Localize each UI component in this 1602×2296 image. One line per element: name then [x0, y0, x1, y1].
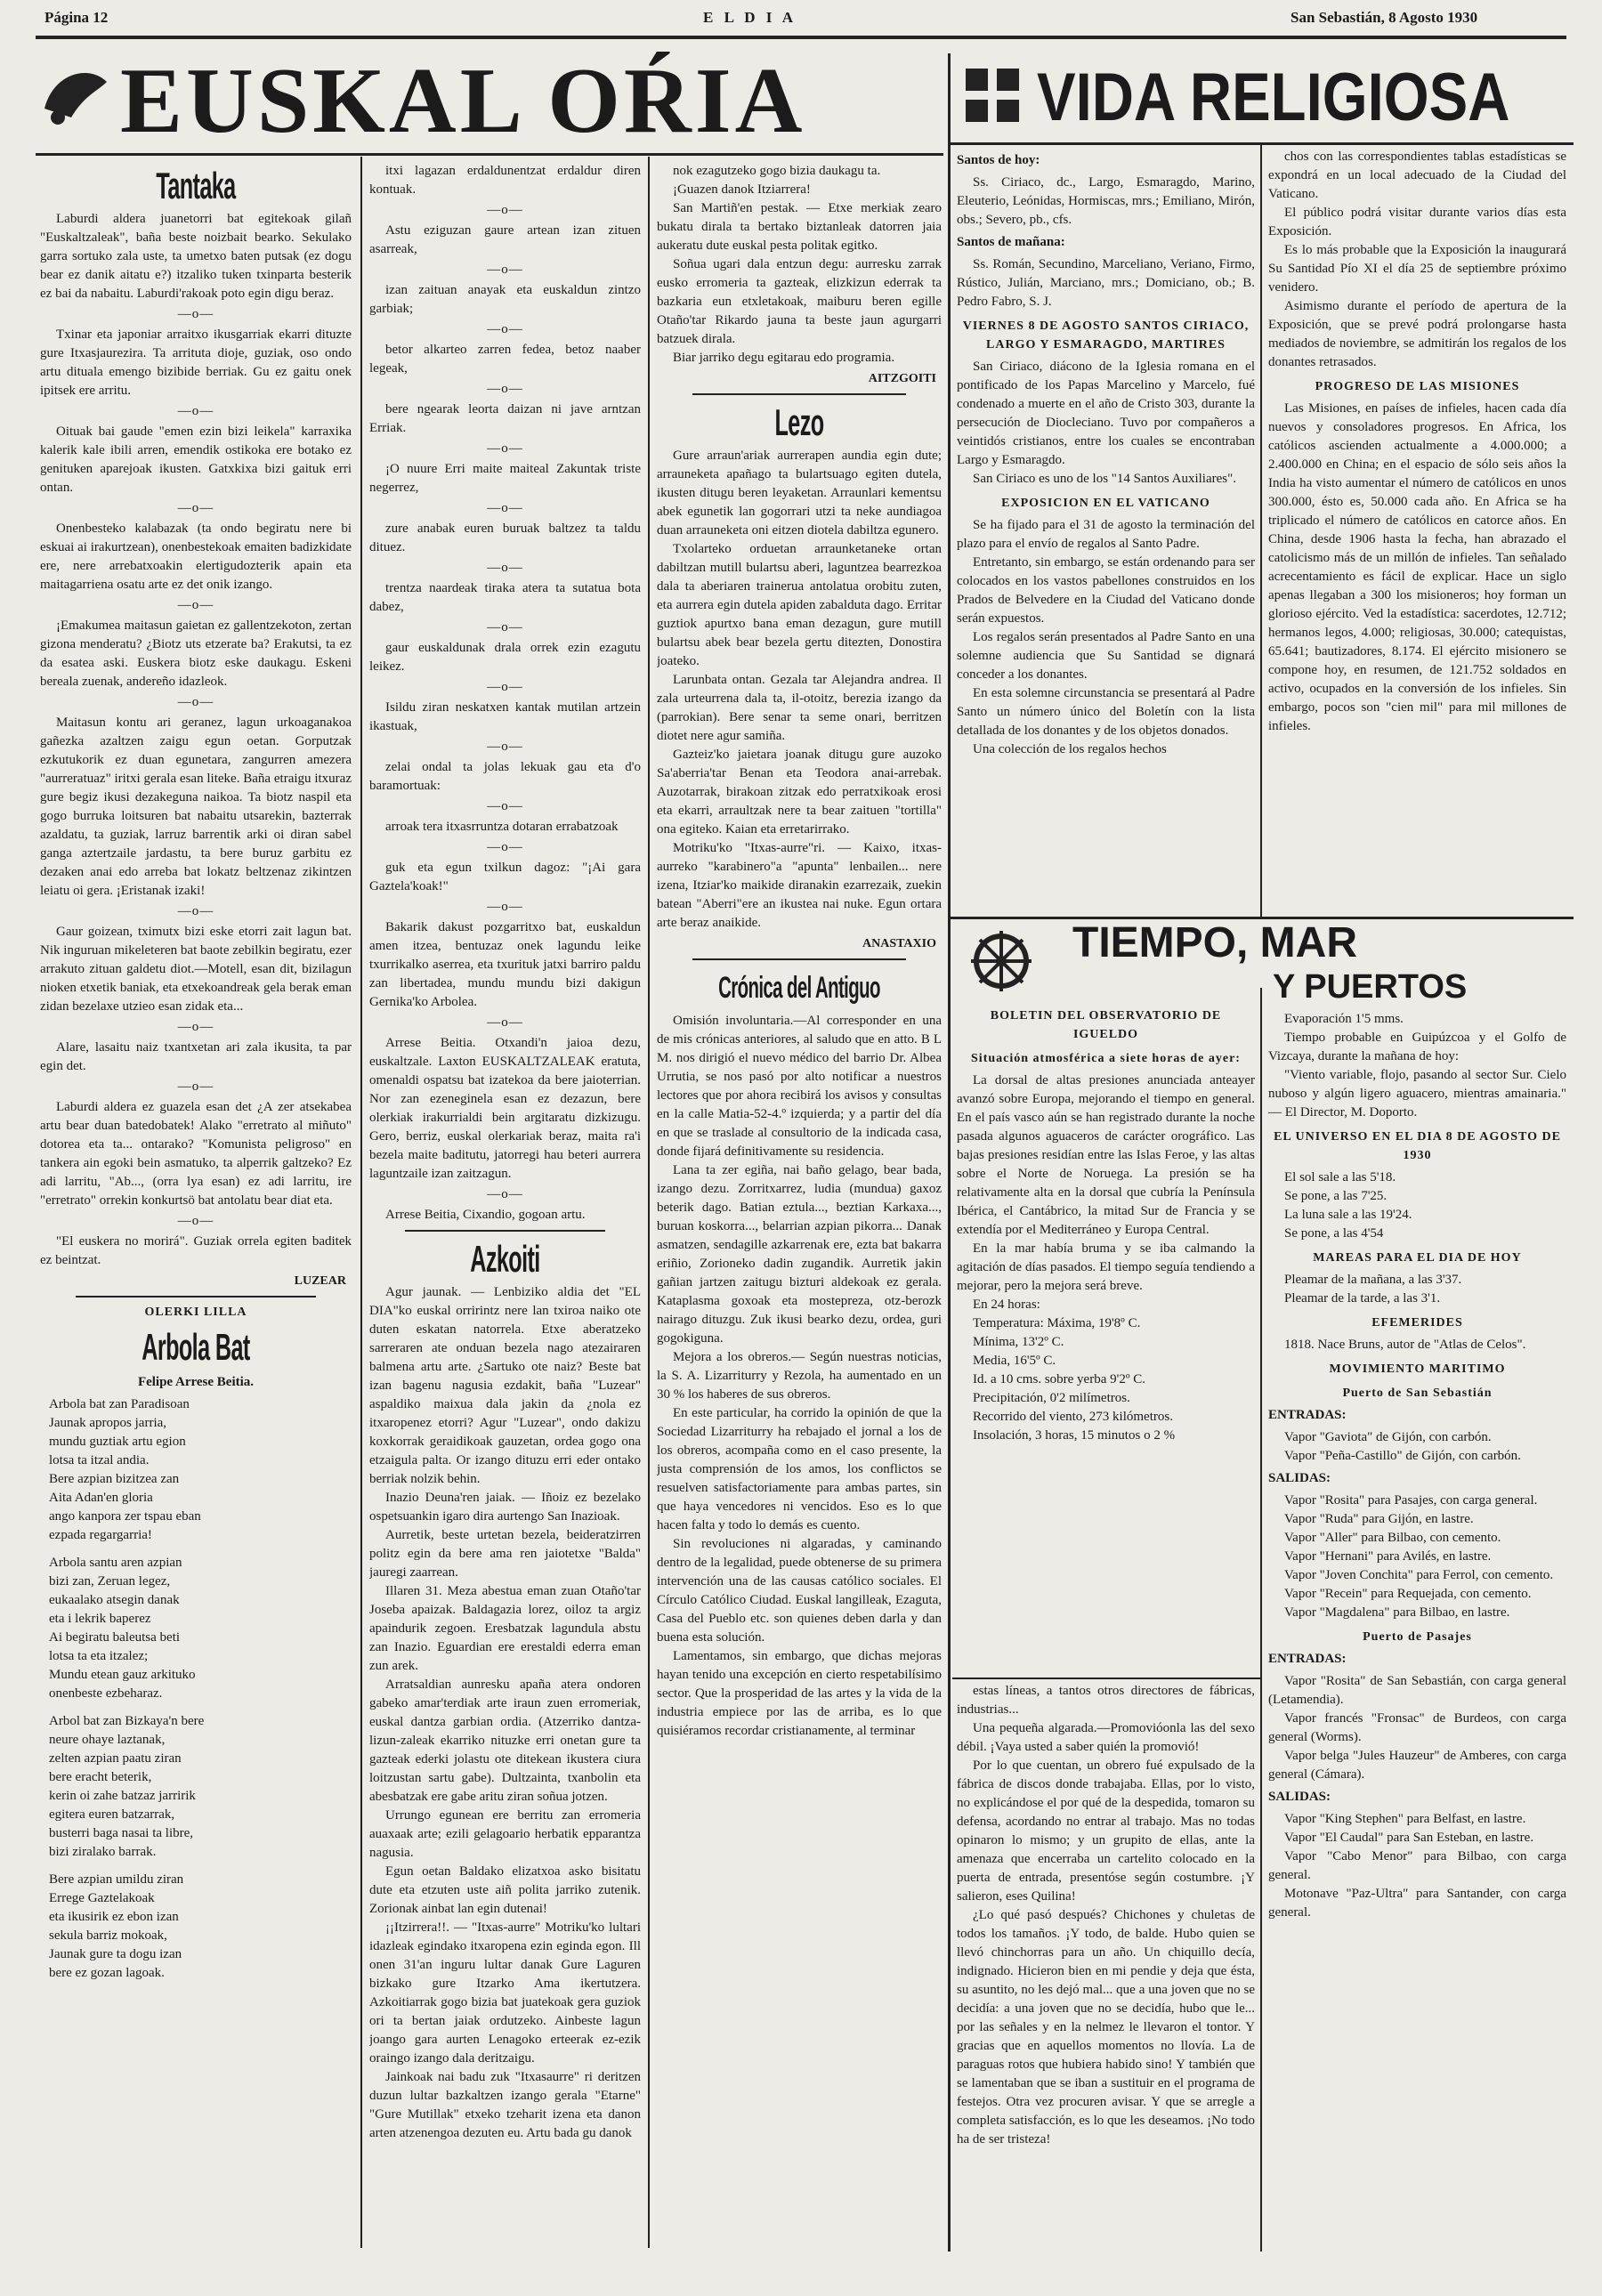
paragraph: "Viento variable, flojo, pasando al sector Sur. Cielo nuboso y algún ligero aguacero, mientras amainaria." — El Director, M. Doporto.	[1268, 1068, 1566, 1120]
poem-line: kerin oi zahe batzaz jarririk	[49, 1789, 196, 1803]
section-heading: BOLETIN DEL OBSERVATORIO DE IGUELDO	[990, 1009, 1222, 1041]
subheading: ENTRADAS:	[1268, 1408, 1347, 1422]
separator: —o—	[177, 404, 214, 418]
separator: —o—	[487, 322, 523, 336]
paragraph: Oituak bai gaude "emen ezin bizi leikela" karraxika kalerik kale ibili arren, emendik ostikoka ere botako ez genituken aparejoak ikusten. Gatxkixa bizi gaituk erri ontan.	[40, 424, 352, 495]
subheading: ENTRADAS:	[1268, 1652, 1347, 1666]
page-number: Página 12	[44, 9, 109, 26]
paragraph: Vapor francés "Fronsac" de Burdeos, con carga general (Worms).	[1268, 1711, 1566, 1744]
poem-line: neure ohaye laztanak,	[49, 1733, 166, 1747]
tiempo-banner-line1: TIEMPO, MAR	[1072, 919, 1357, 966]
paragraph: Por lo que cuentan, un obrero fué expulsado de la fábrica de discos donde trabajaba. Ellas, por lo visto, no explicándose el por qué de la despedida, tomaron su defensa, acordando no entrar al trabajo. Mas no todas opinaron lo mismo; y un grupito de ellas, ante la amenaza que encerraba un cartelito colocado en la puerta de entrada, presentóse según costumbre. ¡Y salieron, eses Quilina!	[957, 1758, 1255, 1904]
paragraph: Larunbata ontan. Gezala tar Alejandra andrea. Il zala urteurrena dala ta, il-otoitz, berezia izango da (parrokian). Bere senar ta seme onari, berritzen diotet nere agur samiña.	[657, 673, 942, 743]
section-heading: EL UNIVERSO EN EL DIA 8 DE AGOSTO DE 1930	[1274, 1130, 1561, 1162]
poem-line: sekula barriz mokoak,	[49, 1928, 167, 1943]
paragraph: Vapor "Rosita" de San Sebastián, con carga general (Letamendia).	[1268, 1674, 1566, 1707]
separator: —o—	[177, 501, 214, 515]
poem-line: onenbeste ezbeharaz.	[49, 1686, 163, 1701]
separator: —o—	[177, 904, 214, 918]
separator: —o—	[177, 695, 214, 709]
paragraph: Mejora a los obreros.— Según nuestras noticias, la S. A. Lizarriturry y Rezola, ha aumentado en un 30 % los haberes de sus obreros.	[657, 1350, 942, 1402]
separator: —o—	[177, 598, 214, 612]
poem-line: bere eracht beterik,	[49, 1770, 152, 1784]
data-line: La luna sale a las 19'24.	[1284, 1208, 1412, 1222]
separator: —o—	[487, 382, 523, 396]
poem-line: bizi ziralako barrak.	[49, 1845, 157, 1859]
tiempo-col1-rule	[952, 1678, 1260, 1679]
paragraph: San Ciriaco, diácono de la Iglesia romana en el pontificado de los Papas Marcelino y Marcelo, fué condenado a muerte en el año de Cristo 303, durante la persecución de Diocleciano. Tuvo por compañeros a veintidós cristianos, entre los cuales se encontraban Largo y Esmaragdo.	[957, 360, 1255, 467]
verse-paragraph: Arrese Beitia, Cixandio, gogoan artu.	[385, 1208, 586, 1222]
section-heading: MOVIMIENTO MARITIMO	[1329, 1362, 1506, 1376]
paragraph: Una colección de los regalos hechos	[973, 742, 1167, 756]
paragraph: Es lo más probable que la Exposición la inaugurará Su Santidad Pío XI el día 25 de septiembre próximo venidero.	[1268, 243, 1566, 295]
poem-line: mundu guztiak artu egion	[49, 1435, 186, 1449]
separator: —o—	[177, 1020, 214, 1034]
separator: —o—	[487, 900, 523, 914]
paragraph: Vapor "Recein" para Requejada, con cemento.	[1284, 1587, 1532, 1601]
paragraph: Vapor "Hernani" para Avilés, en lastre.	[1284, 1549, 1492, 1564]
poem-line: Bere azpian umildu ziran	[49, 1872, 184, 1887]
newspaper-name: E L D I A	[703, 9, 797, 26]
azkoiti-title: Azkoiti	[470, 1238, 540, 1280]
verse-paragraph: Bakarik dakust pozgarritxo bat, euskaldun amen itzea, bentuzaz onek lagundu leike txurrikalko aserrea, eta txurituk jatxi barriro paldu zan libertadea, mundu mundu bizi dakigun Gernika'ko Arbolea.	[369, 920, 641, 1009]
section-heading: VIERNES 8 DE AGOSTO SANTOS CIRIACO, LARGO Y ESMARAGDO, MARTIRES	[962, 319, 1250, 352]
paragraph: En 24 horas:	[973, 1298, 1040, 1312]
paragraph: Asimismo durante el período de apertura de la Exposición, que se prevé podrá prolongarse hasta mediados de noviembre, se admitirán los regalos de los donantes retrasados.	[1268, 299, 1566, 369]
tiempo-column-2	[1268, 1010, 1566, 2247]
col-rule-3	[948, 53, 951, 2252]
paragraph: Gazteiz'ko jaietara joanak ditugu gure auzoko Sa'aberria'tar Benan eta Teodora anai-arrebak. Auzotarrak, birakoan zitzak edo perratxikoak erosi eta ekarri, arraultzak nere ta bear zaituen "tortilla" ona egiteko. Kaian eta erretarirrako.	[657, 748, 942, 837]
paragraph: San Martiñ'en pestak. — Etxe merkiak zearo bukatu dirala ta bertako biztanleak datorren jaia aukeratu dute euskal pesta politak egitko.	[657, 201, 942, 253]
verse-paragraph: zelai ondal ta jolas lekuak gau eta d'o baramortuak:	[369, 760, 641, 793]
separator: —o—	[487, 561, 523, 575]
paragraph: Ss. Ciriaco, dc., Largo, Esmaragdo, Marino, Eleuterio, Leónidas, Hormiscas, mrs.; Emiliano, Mirón, obs.; Severo, pb., cfs.	[957, 175, 1255, 227]
separator: —o—	[487, 1187, 523, 1201]
paragraph: ¡Guazen danok Itziarrera!	[673, 182, 811, 197]
paragraph: Lamentamos, sin embargo, que dichas mejoras hayan tenido una excepción en cierto respetabilísimo sector. Que la prosperidad de las artes y la vida de la industria empiece por las de arriba, es lo que quisiéramos recordar cristianamente, al terminar	[657, 1649, 942, 1738]
paragraph: Motriku'ko "Itxas-aurre"ri. — Kaixo, itxas-aurreko "karabinero"a "apunta" lenbailen... nere izena, Itziar'ko maikide diranakin ezarrezaik, zuekin batean "Aberri"ere an ikustea nai nuke. Egun ortara arte beraz anaikide.	[657, 841, 942, 930]
poem-line: busterri baga nasai ta libre,	[49, 1826, 194, 1840]
paragraph: ¿Lo qué pasó después? Chichones y chuletas de todos los tamaños. ¡Y todo, de balde. Hubo quien se llevó chinchorras para un año. Un chiquillo decía, indignado. Hicieron bien en mi pendie y deja que ésta, su asuntito, no les dejó mal... que a una joven que no se decidía: a una joven que no se decidía, hubo que le... por las señales y en la nelmez le llevaron el tontor. Y gracias que en aquellos momentos no llovía. La de paraguas rotos que hubiera habido sino! Y también que se lamentaban que se iban a sustituir en el programa de festejos. Otra vez procuren avisar. Y que se arregle a completa satisfacción, es lo que les deseamos. ¡No todo ha de ser tristeza!	[957, 1908, 1255, 2146]
subheading: Santos de hoy:	[957, 153, 1040, 167]
euskal-column-1	[40, 162, 352, 2244]
poem-line: bizi zan, Zeruan legez,	[49, 1574, 171, 1589]
data-line: Pleamar de la mañana, a las 3'37.	[1284, 1273, 1462, 1287]
ornament-icon	[36, 55, 116, 135]
col-rule-4	[1260, 142, 1262, 917]
arbola-bat-title: Arbola Bat	[142, 1326, 250, 1368]
paragraph: nok ezagutzeko gogo bizia daukagu ta.	[673, 164, 881, 178]
poem-line: ezpada regargarria!	[49, 1528, 152, 1542]
euskal-column-2	[369, 162, 641, 2244]
paragraph: estas líneas, a tantos otros directores de fábricas, industrias...	[957, 1684, 1255, 1717]
data-line: Se pone, a las 4'54	[1284, 1226, 1384, 1241]
poem-line: Errege Gaztelakoak	[49, 1891, 155, 1905]
data-line: Media, 16'5º C.	[973, 1354, 1056, 1368]
olerki-lilla-kicker: OLERKI LILLA	[144, 1306, 247, 1319]
poem-line: Arbol bat zan Bizkaya'n bere	[49, 1714, 205, 1728]
tiempo-banner-line2: Y PUERTOS	[1273, 968, 1468, 1006]
paragraph: Txolarteko orduetan arraunketaneke ortan dabiltzan mutill bulartsu aberi, laguntzea bearrezkoa dala ta aberiaren trainerua antolatua orobitu zuten, eta aurrera egin dutela apiden zabalduta dago. Erritar guztiok apurtxo bana eman dezagun, gure mutill bulartsu abek bear bezela gertu ditezten, Donostira joateko.	[657, 542, 942, 668]
ship-wheel-icon	[961, 926, 1059, 997]
vida-religiosa-banner: VIDA RELIGIOSA	[1037, 60, 1510, 135]
verse-paragraph: itxi lagazan erdaldunentzat erdaldur diren kontuak.	[369, 164, 641, 197]
separator: —o—	[177, 307, 214, 321]
paragraph: Vapor "Magdalena" para Bilbao, en lastre.	[1284, 1605, 1510, 1620]
paragraph: El público podrá visitar durante varios días esta Exposición.	[1268, 206, 1566, 238]
verse-paragraph: Isildu ziran neskatxen kantak mutilan artzein ikastuak,	[369, 700, 641, 733]
paragraph: Biar jarriko degu egitarau edo programia.	[673, 351, 895, 365]
data-line: Se pone, a las 7'25.	[1284, 1189, 1388, 1203]
data-line: Precipitación, 0'2 milímetros.	[973, 1391, 1130, 1405]
euskal-oria-banner: EUSKAL OŔIA	[120, 48, 806, 152]
paragraph: Evaporación 1'5 mms.	[1284, 1012, 1404, 1026]
verse-paragraph: ¡O nuure Erri maite maiteal Zakuntak triste negerrez,	[369, 462, 641, 495]
paragraph: Inazio Deuna'ren jaiak. — Iñoiz ez bezelako ospetsuankin igaro dira aurtengo San Inazioak.	[369, 1491, 641, 1524]
paragraph: Gure arraun'ariak aurrerapen aundia egin dute; arrauneketa apañago ta bulartsuago egiten dutela, ikusten ditugu beren leyaketan. Arraunlari kementsu abek egunetik lan gogorrari utzi ta neke aundiagoa duan arrauneketa oni eitzen diotela dabiltza egunero.	[657, 449, 942, 538]
verse-paragraph: Astu eziguzan gaure artean izan zituen asarreak,	[369, 223, 641, 256]
verse-paragraph: Arrese Beitia. Otxandi'n jaioa dezu, euskaltzale. Laxton EUSKALTZALEAK eratuta, omenaldi ospatsu bat izatekoa da bere jaioterrian. Nor zan ezeneginela esan ez dezazun, bere olerkiak irakurrialdi bein argitaratu dizkizugu. Gero, berriz, euskal olerkariak beraz, maita ra'i bezela maite baditutu, jatorregi hau beteri aurrera laguntzaile izan zaitzagun.	[369, 1036, 641, 1181]
data-line: Pleamar de la tarde, a las 3'1.	[1284, 1291, 1441, 1306]
paragraph: Vapor "Joven Conchita" para Ferrol, con cemento.	[1284, 1568, 1554, 1582]
paragraph: Aurretik, beste urtetan bezela, beideratzirren politz egin da bere ama ren jaiotetxe "Balda" jauregi zaarrean.	[369, 1528, 641, 1580]
paragraph: Ss. Román, Secundino, Marceliano, Veriano, Firmo, Rústico, Julián, Marciano, mrs.; Domiciano, ob.; B. Pedro Fabro, S. J.	[957, 257, 1255, 309]
verse-paragraph: betor alkarteo zarren fedea, betoz naaber legeak,	[369, 343, 641, 376]
separator: —o—	[487, 1015, 523, 1030]
poem-line: Ai begiratu baleutsa beti	[49, 1630, 181, 1645]
paragraph: 1818. Nace Bruns, autor de "Atlas de Celos".	[1284, 1338, 1526, 1352]
data-line: Recorrido del viento, 273 kilómetros.	[973, 1410, 1173, 1424]
separator: —o—	[487, 840, 523, 854]
data-line: Insolación, 3 horas, 15 minutos o 2 %	[973, 1428, 1176, 1443]
paragraph: Se ha fijado para el 31 de agosto la terminación del plazo para el envío de regalos al Santo Padre.	[957, 518, 1255, 551]
paragraph: Gaur goizean, tximutx bizi eske etorri zait lagun bat. Nik inguruan mikeleteren bat baote zebilkin begiratu, ezer arrakuto zituan galdetu diot.—Motell, esan dit, bizilagun nioken etxetik baniak, eta etxekoandreak gela berak eman zidan bezelaxe utzieo esan zidak eta...	[40, 925, 352, 1014]
tantaka-title: Tantaka	[156, 165, 236, 206]
poem-line: Jaunak apropos jarria,	[49, 1416, 167, 1430]
separator: —o—	[177, 1079, 214, 1094]
paragraph: Vapor "Cabo Menor" para Bilbao, con carga general.	[1268, 1849, 1566, 1882]
separator: —o—	[487, 740, 523, 754]
paragraph: Maitasun kontu ari geranez, lagun urkoaganakoa gañezka azaltzen zaigu egun oetan. Gorputzak ezkutukorik ez duan egunetara, zangurren amezera "aurreratuaz" iritxi gerala esan liteke. Baña etraigu itxuraz gure begiz ikusi dezakeguna naikoa. Ta biotz naspil eta gogo burruka loitsuren bat nabaitu utsarekin, bazterrak azaldatu, ta guziak, larruz barrentik arki oi diran sabel ganga aztertzaile jardastu, ta bere buruz garbitu ez dezaken anai edo arreba bat lokatz beltzenaz zikintzen leiatu oi gera. ¡Eristanak izaki!	[40, 715, 352, 898]
col-rule-5	[1260, 988, 1262, 2252]
verse-paragraph: zure anabak euren buruak baltzez ta taldu dituez.	[369, 521, 641, 554]
separator: —o—	[487, 620, 523, 635]
data-line: Mínima, 13'2º C.	[973, 1335, 1064, 1349]
paragraph: "El euskera no morirá". Guziak orrela egiten baditek ez beintzat.	[40, 1234, 352, 1267]
section-heading: PROGRESO DE LAS MISIONES	[1315, 380, 1520, 393]
poem-line: eukaalako atsegin danak	[49, 1593, 180, 1607]
section-heading: Puerto de San Sebastián	[1342, 1386, 1493, 1400]
paragraph: Vapor belga "Jules Hauzeur" de Amberes, con carga general (Cámara).	[1268, 1749, 1566, 1782]
paragraph: Jainkoak nai badu zuk "Itxasaurre" ri deritzen duzun lultar bazkaltzen izango gerala "Etarne" "Gure Mutillak" etxeko tzeharit izena eta danon arten atzenengoa dezuten eu. Artu bada gu danok	[369, 2070, 641, 2140]
separator: —o—	[487, 441, 523, 456]
cronica-antiguo-title: Crónica del Antiguo	[718, 971, 880, 1005]
section-heading: Puerto de Pasajes	[1363, 1630, 1472, 1644]
paragraph: En esta solemne circunstancia se presentará al Padre Santo un número único del Boletín con la lista detallada de los donantes y de los objetos donados.	[957, 686, 1255, 738]
paragraph: Tiempo probable en Guipúzcoa y el Golfo de Vizcaya, durante la mañana de hoy:	[1268, 1031, 1566, 1063]
paragraph: Alare, lasaitu naiz txantxetan ari zala ikusita, ta par egin det.	[40, 1040, 352, 1073]
paragraph: Urrungo egunean ere berritu zan erromeria auaxaak arte; ezili gelagoario herbatik epparantza nagusia.	[369, 1808, 641, 1860]
paragraph: Omisión involuntaria.—Al corresponder en una de mis crónicas anteriores, al saludo que en atto. B L M. nos dirigió el nuevo médico del barrio Dr. Albea Urrutia, se nos pasó por alto notificar a nuestros lectores que por ahora recibirá los avisos y consultas en la calle Matia-52-4.º izquierda; y a partir del día en que se traslade al consultorio de la indicada casa, donde fijará definitivamente su residencia.	[657, 1014, 942, 1159]
section-heading: EFEMERIDES	[1371, 1316, 1463, 1330]
poem-line: Mundu etean gauz arkituko	[49, 1668, 196, 1682]
signature-aitzgoiti: AITZGOITI	[868, 372, 936, 385]
poem-line: eta ikusirik ez ebon izan	[49, 1910, 179, 1924]
verse-paragraph: gaur euskaldunak drala orrek ezin ezagutu leikez.	[369, 641, 641, 674]
subheading: SALIDAS:	[1268, 1471, 1331, 1485]
vida-column-2	[1268, 148, 1566, 913]
vida-column-1	[957, 148, 1255, 913]
lezo-title: Lezo	[774, 401, 824, 443]
paragraph: Vapor "Aller" para Bilbao, con cemento.	[1284, 1531, 1501, 1545]
poem-line: lotsa ta itzal andia.	[49, 1453, 150, 1467]
verse-paragraph: arroak tera itxasrruntza dotaran errabatzoak	[385, 820, 619, 834]
paragraph: chos con las correspondientes tablas estadísticas se expondrá en un local adecuado de la Ciudad del Vaticano.	[1268, 150, 1566, 201]
tiempo-column-1	[957, 1001, 1255, 1678]
paragraph: Motonave "Paz-Ultra" para Santander, con carga general.	[1268, 1887, 1566, 1920]
header-rule	[36, 36, 1566, 39]
paragraph: Agur jaunak. — Lenbiziko aldia det "EL DIA"ko euskal orririntz nere lan txiroa naiko ote duten eskatan natorrela. Etxe aberatzeko sarreraren ate onduan bezela nago atezairaren balmena artu arte. ¿Sartuko ote naiz? Beste bat izan bagenu nagusia ezdakit, baña "Luzear" aspaldiko maixua dala jakin da ¿nola ez itxaropenez etorri? Agur "Luzear", ondo dakizu koxkorrak geraidikoak gauzetan, ordea gogo ona etzaigula palta. Or izango dituzu erri eder ontako berriak nolzik behin.	[369, 1285, 641, 1486]
poem-line: Arbola bat zan Paradisoan	[49, 1397, 190, 1411]
paragraph: Onenbesteko kalabazak (ta ondo begiratu nere bi eskuai ai irakurtzean), onenbestekoak emaiten badizkidate ere, nere arrebatxoakin elertigudozterik apain eta maitagarriena osatu arte ez det onik izango.	[40, 521, 352, 592]
paragraph: Las Misiones, en países de infieles, hacen cada día nuevos y consoladores progresos. En Africa, los católicos ascienden actualmente a 4.000.000; a 2.400.000 en China; en el espacio de sólo seis años la India ha visto aumentar el número de católicos en unos 300.000, ésto es, 50.000 cada año. En Africa se ha triplicado el número de católicos en catorce años. En China, desde 1906 hasta la fecha, han abrazado el catolicismo más de un millón de infieles. Tan señalado acrecentamiento es fácil de explicar. Hace un siglo apenas llegaban a 300 los misioneros; hoy forman un glorioso ejército. Ved la estadística: sacerdotes, 12.712; hermanos legos, 4.000; religiosas, 30.000; catequistas, 65.641; bautizadores, 8.174. El ejército misionero se compone hoy, en resumen, de 121.752 soldados en activo, ocupados en la conversión de los infieles. Sin embargo, pocos son "cien mil" para mil millones de infieles.	[1268, 401, 1566, 733]
paragraph: Entretanto, sin embargo, se están ordenando para ser colocados en los vastos pabellones construidos en los Prados de Belvedere en la Ciudad del Vaticano donde serán expuestos.	[957, 555, 1255, 626]
paragraph: Vapor "Rosita" para Pasajes, con carga general.	[1284, 1493, 1538, 1508]
vida-rule	[951, 142, 1574, 145]
banner-rule	[36, 153, 943, 156]
separator: —o—	[177, 1214, 214, 1228]
data-line: El sol sale a las 5'18.	[1284, 1170, 1396, 1184]
paragraph: La dorsal de altas presiones anunciada anteayer avanzó sobre Europa, mejorando el tiempo en general. En el país vasco aún se han registrado durante la noche pasada algunos aguaceros de carácter orográfico. Las bajas presiones residían entre las Islas Feroe, y las altas sobre el Norte de Noruega. La presión se ha relativamente alta en la dorsal que cubría la Península Ibérica, el Cantábrico, la mitad Sur de Francia y se extendía por el Mediterráneo y Europa Central.	[957, 1073, 1255, 1237]
paragraph: En este particular, ha corrido la opinión de que la Sociedad Lizarriturry ha rebajado el jornal a los de los obreros, acompaña como en el caso presente, la justa comprensión de los amos, los conflictos se resuelven satisfactoriamente para ambas partes, sin que haya vencedores ni vencidos. Eso es lo que hacen falta y todo lo demás es cuento.	[657, 1406, 942, 1532]
data-line: Temperatura: Máxima, 19'8º C.	[973, 1316, 1141, 1330]
paragraph: Laburdi aldera juanetorri bat egitekoak gilañ "Euskaltzaleak", baña beste noizbait bearko. Sekulako garra sortuko zala uste, ta umetxo baten putsak (ez dogu bear ez danik aitatu e?) itzaliko tuken txinparta besterik ez bai da nabaitu. Laburdi'rakoak poto egin digu beraz.	[40, 212, 352, 301]
paragraph: Illaren 31. Meza abestua eman zuan Otaño'tar Joseba apaizak. Baldagazia lorez, oiloz ta argiz apaindurik zegoen. Eresbatzak lagundula abstu zan Inazio. Eguardian ere erestaldi ederra eman zun arek.	[369, 1584, 641, 1673]
paragraph: Vapor "El Caudal" para San Esteban, en lastre.	[1284, 1831, 1534, 1845]
verse-paragraph: izan zaituan anayak eta euskaldun zintzo garbiak;	[369, 283, 641, 316]
poem-line: lotsa ta eta itzalez;	[49, 1649, 149, 1663]
signature-luzear: LUZEAR	[294, 1274, 346, 1288]
poem-line: ango kanpora zer tspau eban	[49, 1509, 201, 1524]
cross-icon	[961, 64, 1024, 126]
subheading: SALIDAS:	[1268, 1790, 1331, 1804]
separator: —o—	[487, 799, 523, 813]
euskal-column-3	[657, 162, 942, 2244]
paragraph: Egun oetan Baldako elizatxoa asko bisitatu dute eta etzuten uste aiñ polita jarriko zutenik. Zorionak ainbat lan egin dutenai!	[369, 1864, 641, 1916]
verse-paragraph: guk eta egun txilkun dagoz: "¡Ai gara Gaztela'koak!"	[369, 861, 641, 893]
paragraph: Lana ta zer egiña, nai baño gelago, bear bada, izango dezu. Zorritxarrez, ludia (mundua) gaxoz beterik dago. Batian eztula..., beztian Karkaxa..., buruan koskorra..., belarrian azpian pikorra... Danak asmatzen, sendagille azkarrenak ere, ezta bat bakarra eriñio, Zorioneko dadin zugandik. Aurretik jakin gañian jartzen zaitugu bizturi aldekoak ez gerala. Kataplasma goxoak eta mostepreza, otz-berozk nairago dituzgu. Zuk ikusi bearko dezu, ordea, guri gogokiguna.	[657, 1163, 942, 1346]
poem-line: egitera euren batzarrak,	[49, 1807, 175, 1822]
paragraph: Vapor "King Stephen" para Belfast, en lastre.	[1284, 1812, 1526, 1826]
paragraph: Vapor "Peña-Castillo" de Gijón, con carbón.	[1284, 1449, 1521, 1463]
paragraph: Arratsaldian aunresku apaña atera ondoren gabeko amar'terdiak arte iraun zuen erromeriak, euskal dantza garbian ordia. (Atzerriko dantza-lizun-zaleak ekarriko nituzke erri onetan gure ta gazteak ederki jolastu ote ditekean ikustera ciura loitzustan sartu gabe). Dultzainta, txanbolin eta abesbatzak ere gabe aritu ziran soñua jotzen.	[369, 1678, 641, 1804]
paragraph: En la mar había bruma y se iba calmando la agitación de días pasados. El tiempo seguía tendiendo a mejorar, pero la mejora será breve.	[957, 1241, 1255, 1293]
paragraph: Vapor "Ruda" para Gijón, en lastre.	[1284, 1512, 1474, 1526]
separator: —o—	[487, 203, 523, 217]
verse-paragraph: trentza naardeak tiraka atera ta sutatua bota dabez,	[369, 581, 641, 614]
paragraph: ¡¡Itzirrera!!. — "Itxas-aurre" Motriku'ko lultari idazleak egindako itxaropena ezin eginda egon. Ill onen 31'an inguru lultar danak Gure Laguren bizkako gure Itzarko Ama ikertutzera. Azkoitiarrak gogo bizia bat juatekoak gera guziok ori ta bertan jaiak ordutzeko. Ainbeste lagun joango gara aurten Lenagoko erteerak ez-ezik oraingo izango dala deritzaigu.	[369, 1920, 641, 2066]
col-rule-1	[360, 157, 362, 2248]
separator: —o—	[487, 263, 523, 277]
poem-line: bere ez gozan lagoak.	[49, 1966, 165, 1980]
separator: —o—	[487, 501, 523, 515]
data-line: Id. a 10 cms. sobre yerba 9'2º C.	[973, 1372, 1145, 1386]
place-date: San Sebastián, 8 Agosto 1930	[1290, 9, 1478, 26]
poem-line: Arbola santu aren azpian	[49, 1556, 182, 1570]
subheading: Santos de mañana:	[957, 235, 1065, 249]
paragraph: Sin revoluciones ni algaradas, y caminando dentro de la legalidad, puede obtenerse de su primera intervención una de las causas católico sociales. El Círculo Católico Ciudad. Euskal langilleak, Ezaguta, Casa del Pueblo etc. son quienes deben darla y dan buena esta solución.	[657, 1537, 942, 1645]
poem-line: Bere azpian bizitzea zan	[49, 1472, 180, 1486]
poem-line: Aita Adan'en gloria	[49, 1491, 153, 1505]
paragraph: Txinar eta japoniar arraitxo ikusgarriak ekarri dituzte gure Itxasjaurezira. Ta arrituta dioje, guziak, oso ondo artu dituala emengo bizibide berriak. Gu ez gaitu onek ipitsek ere arritu.	[40, 327, 352, 398]
col-rule-2	[648, 157, 650, 2248]
section-heading: Situación atmosférica a siete horas de ayer:	[971, 1052, 1241, 1065]
paragraph: Los regalos serán presentados al Padre Santo en una solemne audiencia que Su Santidad se dignará conceder a los donantes.	[957, 630, 1255, 682]
paragraph: Laburdi aldera ez guazela esan det ¿A zer atsekabea artu bear duan batedobatek! Alako "erretrato al miñuto" dotorea eta ta... ontarako? "Komunista peligroso" en tankera ain egoki bein asmatuko, ta alperrik galtzeko? Ez adi larritu, "Ab..., (orra lya esan) ez adi larritu, ire "erretrato" orrekin konkurtsö bat antolatu bear diat eta.	[40, 1100, 352, 1208]
verse-paragraph: bere ngearak leorta daizan ni jave arntzan Erriak.	[369, 402, 641, 435]
paragraph: Soñua ugari dala entzun degu: aurresku zarrak eusko erromeria ta gazteak, elizkizun ederrak ta bazkaria eun etxletakoak, maiburu beren egille Otaño'tar Rikardo jauna ta beste jaun agurgarri batzuek dirala.	[657, 257, 942, 346]
poem-author: Felipe Arrese Beitia.	[137, 1375, 255, 1389]
paragraph: Vapor "Gaviota" de Gijón, con carbón.	[1284, 1430, 1492, 1444]
separator: —o—	[487, 680, 523, 694]
section-heading: MAREAS PARA EL DIA DE HOY	[1313, 1251, 1522, 1265]
cronica-continuation	[957, 1682, 1255, 2244]
paragraph: ¡Emakumea maitasun gaietan ez gallentzekoton, zertan gizona menderatu? ¿Biotz uts etzerate ba? Erakutsi, ta ez da esatea aski. Euskera biotz eske daukagu. Eskeni bereala zuenak, andereño idazleok.	[40, 618, 352, 689]
paragraph: Una pequeña algarada.—Promovióonla las del sexo débil. ¡Vaya usted a saber quién la promovió!	[957, 1721, 1255, 1754]
poem-line: eta i lekrik baperez	[49, 1612, 151, 1626]
section-heading: EXPOSICION EN EL VATICANO	[1001, 497, 1210, 510]
poem-line: zelten azpian paatu ziran	[49, 1751, 182, 1766]
signature-anastaxio: ANASTAXIO	[862, 937, 936, 950]
poem-line: Jaunak gure ta dogu izan	[49, 1947, 182, 1961]
paragraph: San Ciriaco es uno de los "14 Santos Auxiliares".	[973, 472, 1236, 486]
